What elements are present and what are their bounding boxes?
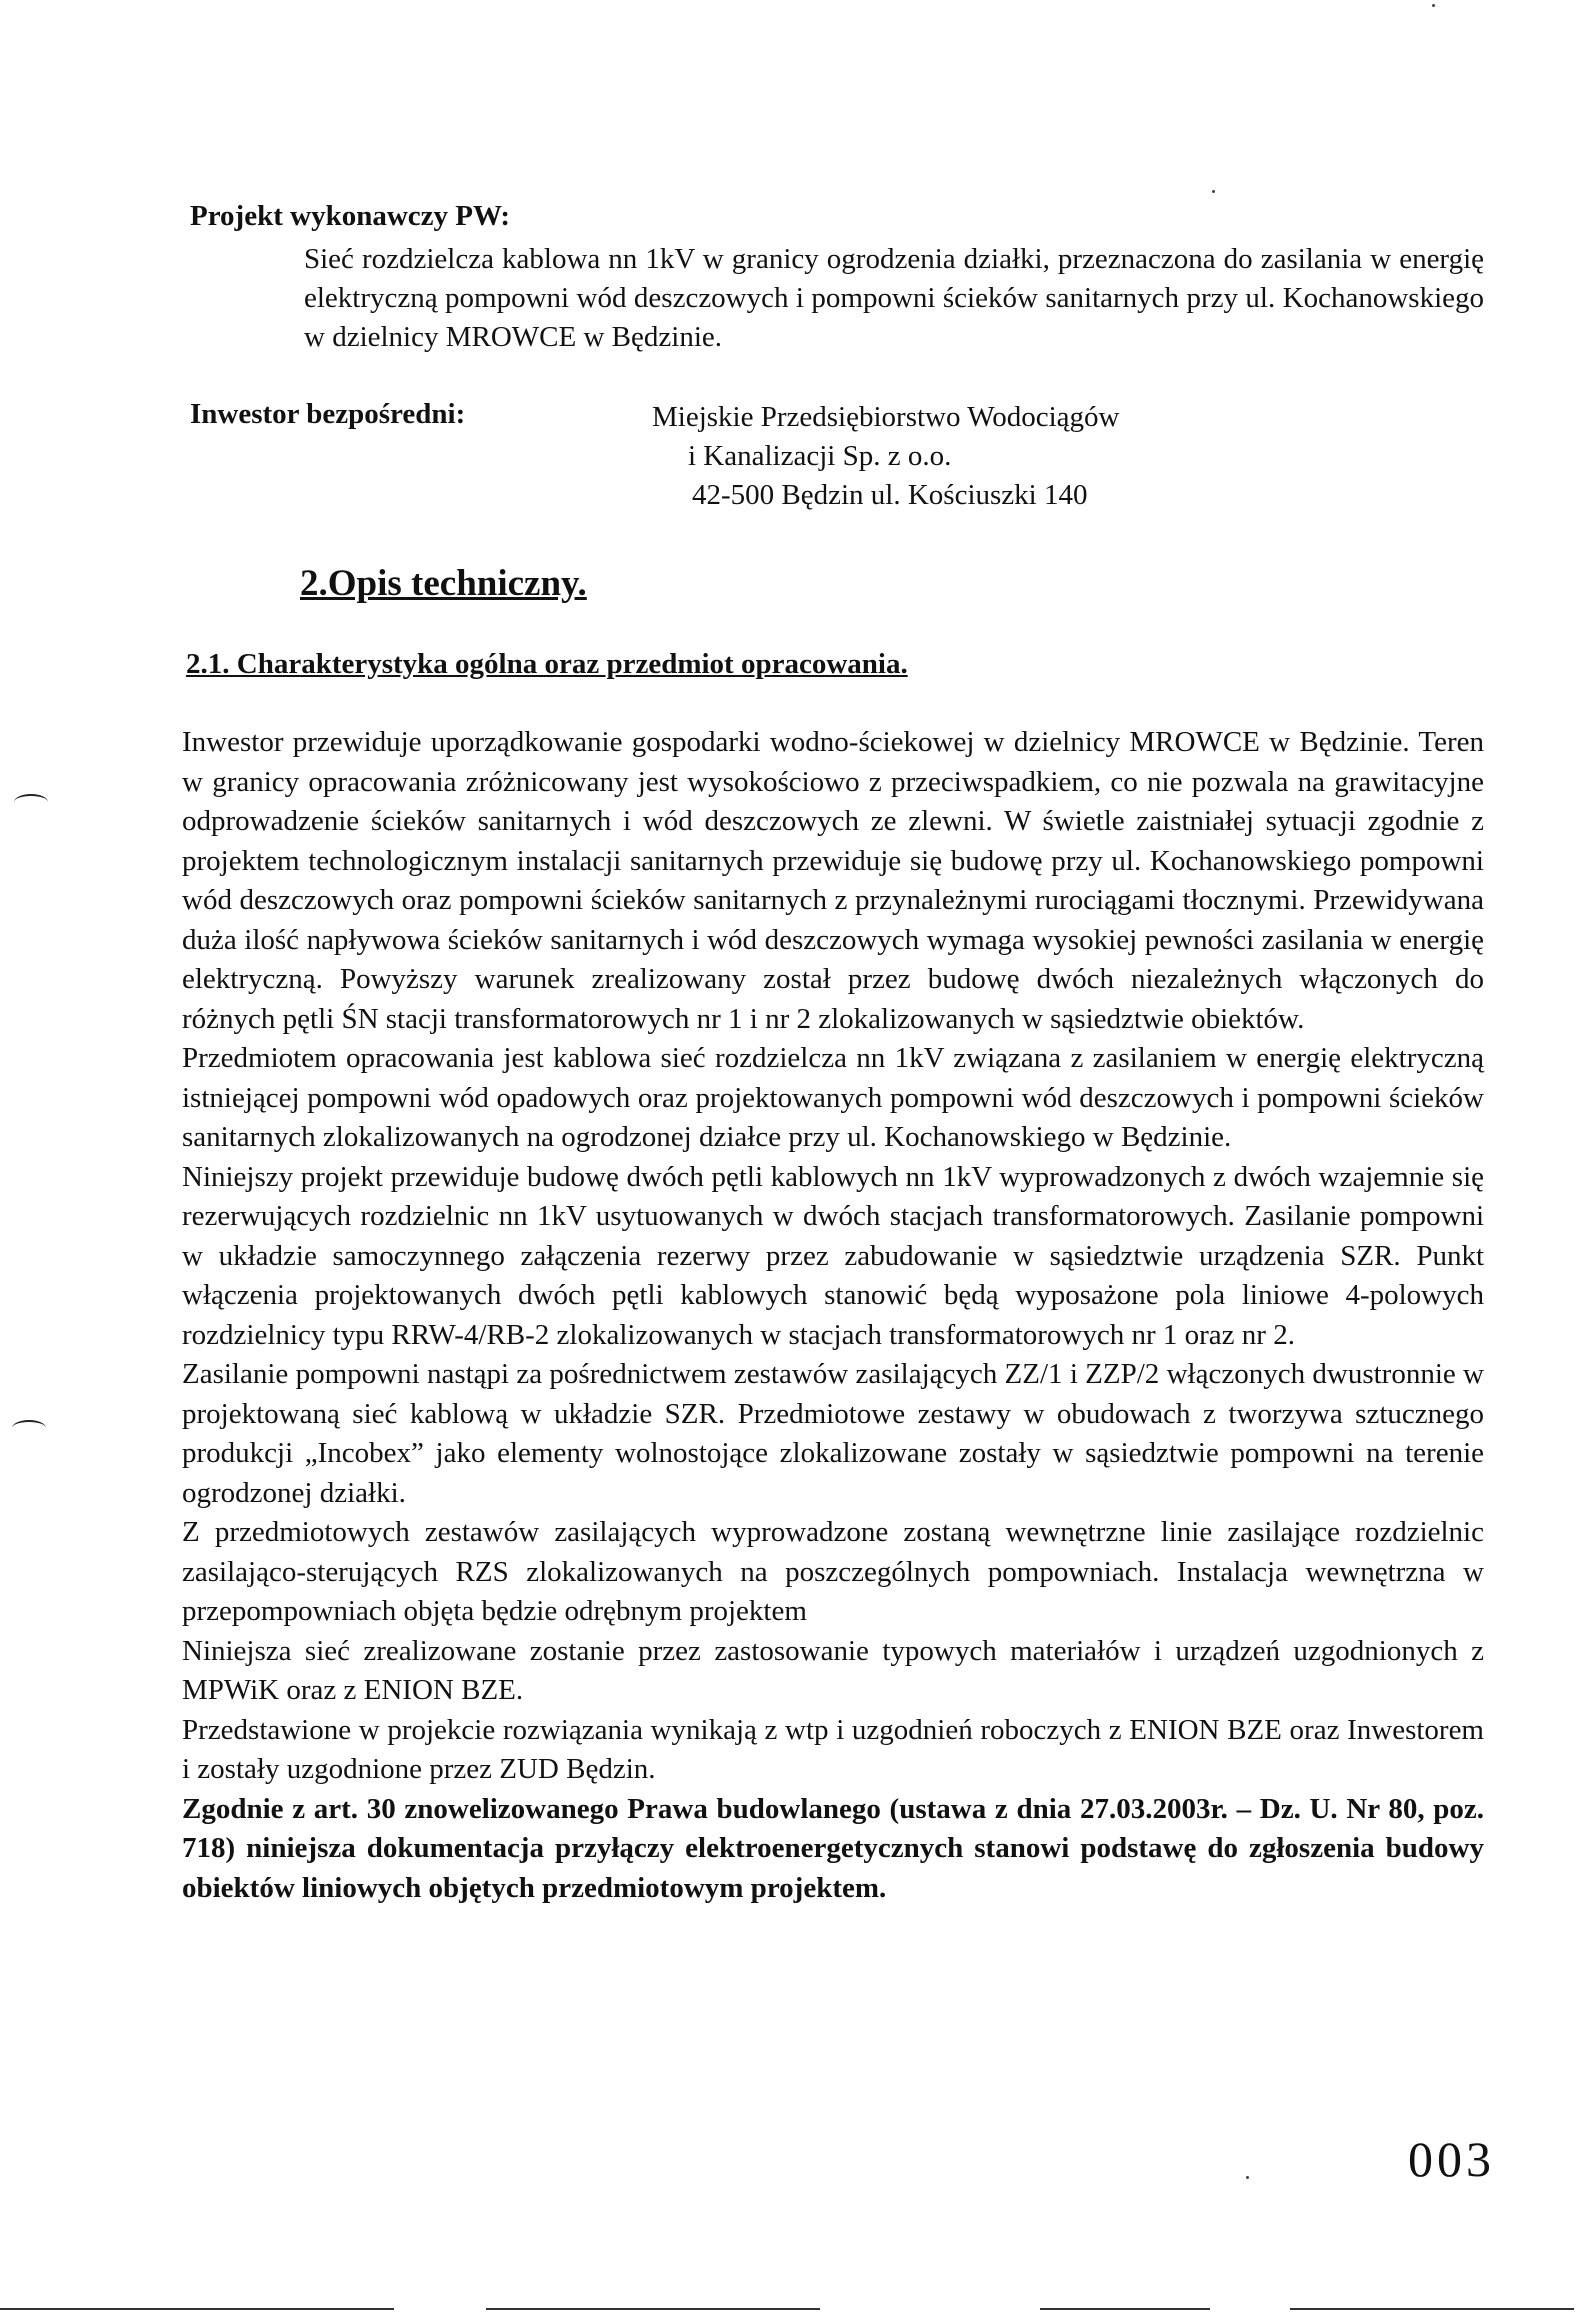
subsection-title: 2.1. Charakterystyka ogólna oraz przedmiot opracowania. <box>186 648 908 680</box>
body-paragraph: Zasilanie pompowni nastąpi za pośrednictwem zestawów zasilających ZZ/1 i ZZP/2 włączonych dwustronnie w projektowaną sieć kablową w układzie SZR. Przedmiotowe zestawy w obudowach z tworzywa sztucznego produkcji „Incobex” jako elementy wolnostojące zlokalizowane zostały w sąsiedztwie pompowni na terenie ogrodzonej działki. <box>182 1358 1484 1509</box>
body-paragraph: Przedmiotem opracowania jest kablowa sieć rozdzielcza nn 1kV związana z zasilaniem w energię elektryczną istniejącej pompowni wód opadowych oraz projektowanych pompowni wód deszczowych i pompowni ścieków sanitarnych zlokalizowanych na ogrodzonej działce przy ul. Kochanowskiego w Będzinie. <box>182 1042 1484 1153</box>
body-text <box>182 723 1484 1908</box>
body-paragraph: Inwestor przewiduje uporządkowanie gospodarki wodno-ściekowej w dzielnicy MROWCE w Będzinie. Teren w granicy opracowania zróżnicowany jest wysokościowo z przeciwspadkiem, co nie pozwala na grawitacyjne odprowadzenie ścieków sanitarnych i wód deszczowych ze zlewni. W świetle zaistniałej sytuacji zgodnie z projektem technologicznym instalacji sanitarnych przewiduje się budowę przy ul. Kochanowskiego pompowni wód deszczowych oraz pompowni ścieków sanitarnych z przynależnymi rurociągami tłocznymi. Przewidywana duża ilość napływowa ścieków sanitarnych i wód deszczowych wymaga wysokiej pewności zasilania w energię elektryczną. Powyższy warunek zrealizowany został przez budowę dwóch niezależnych włączonych do różnych pętli ŚN stacji transformatorowych nr 1 i nr 2 zlokalizowanych w sąsiedztwie obiektów. <box>182 726 1484 1035</box>
footer-rule <box>1040 2308 1210 2310</box>
scan-speck <box>1246 2176 1249 2179</box>
page-number: 003 <box>1408 2131 1495 2187</box>
section-title: 2.Opis techniczny. <box>300 563 587 604</box>
footer-rule <box>486 2308 820 2310</box>
investor-address <box>652 398 1120 515</box>
body-paragraph: Niniejsza sieć zrealizowane zostanie przez zastosowanie typowych materiałów i urządzeń uzgodnionych z MPWiK oraz z ENION BZE. <box>182 1634 1484 1706</box>
investor-label: Inwestor bezpośredni: <box>190 398 466 430</box>
project-description: Sieć rozdzielcza kablowa nn 1kV w granicy ogrodzenia działki, przeznaczona do zasilania w energię elektryczną pompowni wód deszczowych i pompowni ścieków sanitarnych przy ul. Kochanowskiego w dzielnicy MROWCE w Będzinie. <box>304 243 1484 353</box>
scan-speck <box>1432 4 1435 7</box>
investor-name-line1: Miejskie Przedsiębiorstwo Wodociągów <box>652 401 1120 433</box>
project-label: Projekt wykonawczy PW: <box>190 200 511 232</box>
legal-basis-paragraph: Zgodnie z art. 30 znowelizowanego Prawa budowlanego (ustawa z dnia 27.03.2003r. – Dz. U. Nr 80, poz. 718) niniejsza dokumentacja przyłączy elektroenergetycznych stanowi podstawę do zgłoszenia budowy obiektów liniowych objętych przedmiotowym projektem. <box>182 1792 1484 1904</box>
footer-rule <box>1290 2308 1574 2310</box>
margin-tick-mark <box>14 794 48 810</box>
body-paragraph: Niniejszy projekt przewiduje budowę dwóch pętli kablowych nn 1kV wyprowadzonych z dwóch wzajemnie się rezerwujących rozdzielnic nn 1kV usytuowanych w dwóch stacjach transformatorowych. Zasilanie pompowni w układzie samoczynnego załączenia rezerwy przez zabudowanie w sąsiedztwie urządzenia SZR. Punkt włączenia projektowanych dwóch pętli kablowych stanowić będą wyposażone pola liniowe 4-polowych rozdzielnicy typu RRW-4/RB-2 zlokalizowanych w stacjach transformatorowych nr 1 oraz nr 2. <box>182 1160 1484 1351</box>
footer-rule <box>0 2308 394 2310</box>
investor-address-line: 42-500 Będzin ul. Kościuszki 140 <box>692 479 1088 511</box>
investor-name-line2: i Kanalizacji Sp. z o.o. <box>688 440 952 472</box>
body-paragraph: Przedstawione w projekcie rozwiązania wynikają z wtp i uzgodnień roboczych z ENION BZE oraz Inwestorem i zostały uzgodnione przez ZUD Będzin. <box>182 1713 1484 1785</box>
margin-tick-mark <box>12 1420 46 1436</box>
scan-speck <box>1212 190 1215 193</box>
body-paragraph: Z przedmiotowych zestawów zasilających wyprowadzone zostaną wewnętrzne linie zasilające rozdzielnic zasilająco-sterujących RZS zlokalizowanych na poszczególnych pompowniach. Instalacja wewnętrzna w przepompowniach objęta będzie odrębnym projektem <box>182 1516 1484 1627</box>
